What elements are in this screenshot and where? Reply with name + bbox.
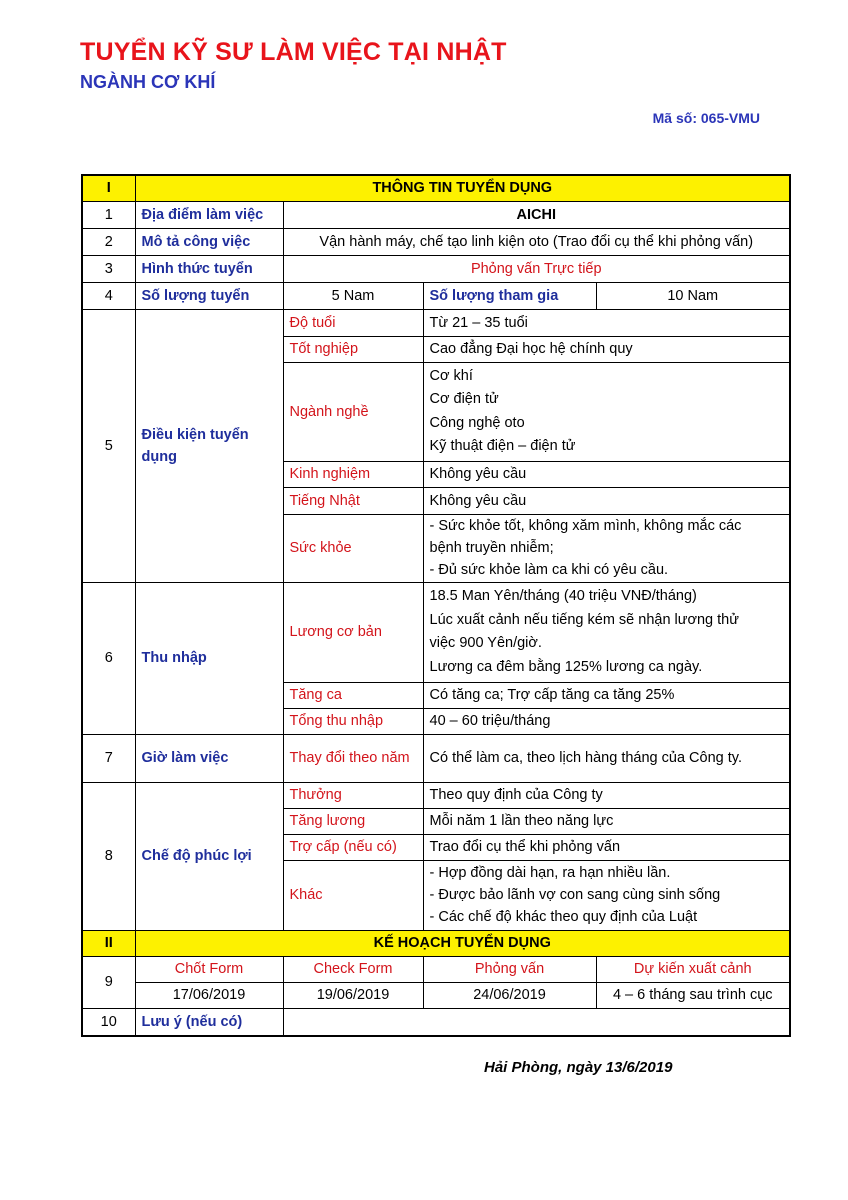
row-value: Phỏng vấn Trực tiếp — [283, 255, 790, 282]
row-number: 5 — [82, 309, 135, 582]
sub-label: Thưởng — [283, 782, 423, 808]
list-item: Công nghệ oto — [429, 414, 525, 431]
table-row — [82, 282, 790, 309]
sub-value: Không yêu cầu — [423, 487, 790, 514]
table-row — [82, 201, 790, 228]
plan-value: 19/06/2019 — [283, 982, 423, 1008]
sub-value-list — [423, 514, 790, 582]
place-date: Hải Phòng, ngày 13/6/2019 — [484, 1059, 673, 1076]
list-item: việc 900 Yên/giờ. — [429, 635, 542, 651]
sub-value: Cao đẳng Đại học hệ chính quy — [423, 336, 790, 362]
list-item: Kỹ thuật điện – điện tử — [429, 438, 576, 454]
sub-label: Trợ cấp (nếu có) — [283, 834, 423, 860]
sub-label: Tốt nghiệp — [283, 336, 423, 362]
plan-value: 4 – 6 tháng sau trình cục — [596, 982, 790, 1008]
row-number: 7 — [82, 734, 135, 782]
sub-label: Tăng lương — [283, 808, 423, 834]
row-number: 6 — [82, 582, 135, 734]
list-item: Cơ điện tử — [429, 391, 499, 407]
sub-label: Tăng ca — [283, 682, 423, 708]
sub-value: Có tăng ca; Trợ cấp tăng ca tăng 25% — [423, 682, 790, 708]
row-label: Số lượng tuyển — [135, 282, 283, 309]
sub-label: Tiếng Nhật — [283, 487, 423, 514]
plan-value: 24/06/2019 — [423, 982, 596, 1008]
list-item: - Hợp đồng dài hạn, ra hạn nhiều lần. — [429, 865, 671, 881]
table-row — [82, 956, 790, 982]
sub-label: Tổng thu nhập — [283, 708, 423, 734]
section-title: THÔNG TIN TUYỂN DỤNG — [135, 175, 790, 201]
table-row — [82, 982, 790, 1008]
sub-label: Lương cơ bản — [283, 582, 423, 682]
section-number: I — [82, 175, 135, 201]
table-row — [82, 255, 790, 282]
row-label-secondary: Số lượng tham gia — [423, 282, 596, 309]
section-number: II — [82, 930, 135, 956]
sub-label: Thay đổi theo năm — [283, 734, 423, 782]
plan-header: Check Form — [283, 956, 423, 982]
plan-header: Phỏng vấn — [423, 956, 596, 982]
row-number: 3 — [82, 255, 135, 282]
list-item: bệnh truyền nhiễm; — [429, 540, 554, 556]
list-item: - Được bảo lãnh vợ con sang cùng sinh sống — [429, 887, 721, 903]
list-item: - Đủ sức khỏe làm ca khi có yêu cầu. — [429, 562, 669, 578]
row-number: 8 — [82, 782, 135, 930]
sub-value-list — [423, 860, 790, 930]
table-row — [82, 582, 790, 682]
row-label: Điều kiện tuyển dụng — [135, 309, 283, 582]
row-value: AICHI — [283, 201, 790, 228]
list-item: Lúc xuất cảnh nếu tiếng kém sẽ nhận lương thử — [429, 611, 739, 628]
row-label: Chế độ phúc lợi — [135, 782, 283, 930]
plan-header: Chốt Form — [135, 956, 283, 982]
sub-value: Theo quy định của Công ty — [423, 782, 790, 808]
sub-label: Kinh nghiệm — [283, 461, 423, 487]
sub-label: Ngành nghề — [283, 362, 423, 461]
row-label: Giờ làm việc — [135, 734, 283, 782]
row-value: 5 Nam — [283, 282, 423, 309]
list-item: Cơ khí — [429, 367, 473, 384]
row-label: Thu nhập — [135, 582, 283, 734]
sub-value: Từ 21 – 35 tuổi — [423, 309, 790, 336]
row-number: 10 — [82, 1008, 135, 1036]
page-title: TUYỂN KỸ SƯ LÀM VIỆC TẠI NHẬT — [80, 38, 507, 66]
plan-header: Dự kiến xuất cảnh — [596, 956, 790, 982]
row-value-secondary: 10 Nam — [596, 282, 790, 309]
table-row — [82, 1008, 790, 1036]
row-number: 1 — [82, 201, 135, 228]
plan-value: 17/06/2019 — [135, 982, 283, 1008]
row-label: Mô tả công việc — [135, 228, 283, 255]
sub-value-list — [423, 582, 790, 682]
table-row — [82, 309, 790, 336]
row-number: 2 — [82, 228, 135, 255]
sub-value-list — [423, 362, 790, 461]
table-row — [82, 782, 790, 808]
row-value: Vận hành máy, chế tạo linh kiện oto (Trao đổi cụ thể khi phỏng vấn) — [283, 228, 790, 255]
row-label: Địa điểm làm việc — [135, 201, 283, 228]
recruitment-table — [81, 174, 791, 1037]
sub-label: Sức khỏe — [283, 514, 423, 582]
table-row — [82, 734, 790, 782]
row-number: 9 — [82, 956, 135, 1008]
list-item: Lương ca đêm bằng 125% lương ca ngày. — [429, 658, 703, 675]
sub-label: Khác — [283, 860, 423, 930]
page-subtitle: NGÀNH CƠ KHÍ — [80, 72, 216, 92]
sub-value: Không yêu cầu — [423, 461, 790, 487]
sub-value: Mỗi năm 1 lần theo năng lực — [423, 808, 790, 834]
list-item: - Sức khỏe tốt, không xăm mình, không mắc các — [429, 518, 742, 534]
sub-value: 40 – 60 triệu/tháng — [423, 708, 790, 734]
row-value — [283, 1008, 790, 1036]
table-row — [82, 228, 790, 255]
sub-value: Có thể làm ca, theo lịch hàng tháng của Công ty. — [423, 734, 790, 782]
list-item: - Các chế độ khác theo quy định của Luật — [429, 909, 698, 925]
row-label: Hình thức tuyển — [135, 255, 283, 282]
section-header-plan — [82, 930, 790, 956]
sub-label: Độ tuổi — [283, 309, 423, 336]
row-number: 4 — [82, 282, 135, 309]
row-label: Lưu ý (nếu có) — [135, 1008, 283, 1036]
section-header-info — [82, 175, 790, 201]
sub-value: Trao đổi cụ thể khi phỏng vấn — [423, 834, 790, 860]
list-item: 18.5 Man Yên/tháng (40 triệu VNĐ/tháng) — [429, 588, 697, 604]
section-title: KẾ HOẠCH TUYỂN DỤNG — [135, 930, 790, 956]
job-code: Mã số: 065-VMU — [652, 110, 760, 126]
